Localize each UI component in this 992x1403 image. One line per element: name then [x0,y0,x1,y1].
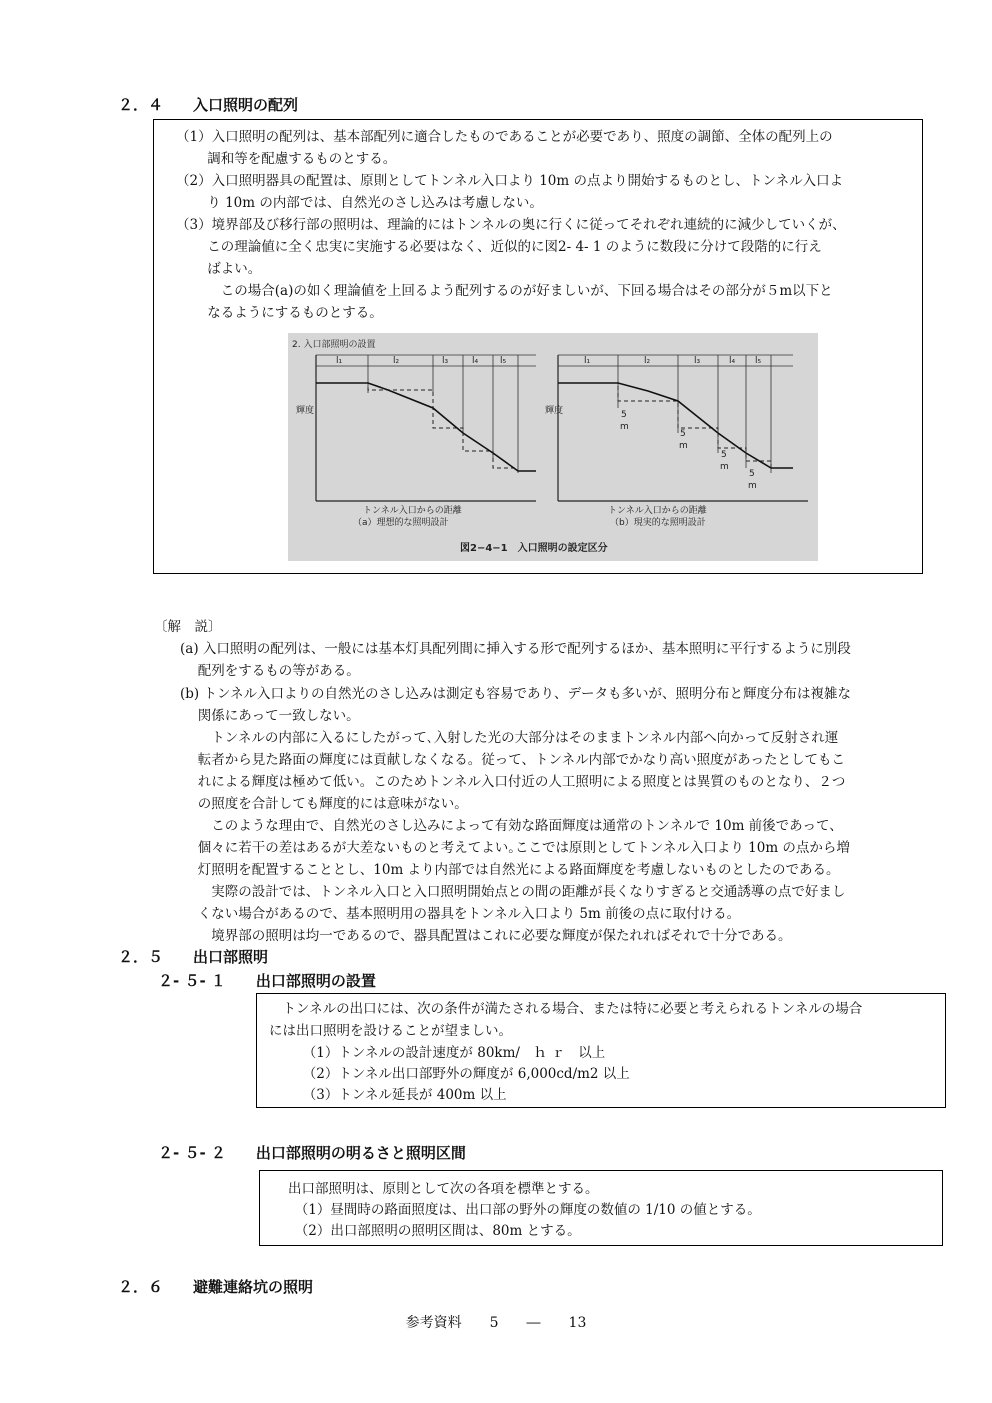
commentary-line: 転者から見た路面の輝度には貢献しなくなる。従って、トンネル内部でかなり高い照度があったとしてもこ [180,752,845,768]
five-m-label: 5 [749,469,755,479]
subcaption-a: （a）理想的な照明設計 [353,518,449,528]
section-heading-2-4: ２．４ 入口照明の配列 [118,96,299,114]
commentary-heading: 〔解 説〕 [154,619,222,635]
y-axis-label: 輝度 [545,406,564,416]
box-line: （2）出口部照明の照明区間は、80m とする。 [288,1223,581,1239]
box-line: この理論値に全く忠実に実施する必要はなく、近似的に図2- 4- 1 のように数段に分けて段階的に行え [176,239,822,255]
subsection-heading-2-5-2: ２- ５- ２ 出口部照明の明るさと照明区間 [158,1144,466,1162]
figure-header-text: 2. 入口部照明の設置 [292,340,376,350]
tick-label: l₂ [644,356,651,366]
graph-b [545,355,808,528]
tick-label: l₃ [442,356,449,366]
x-axis-label: トンネル入口からの距離 [363,506,462,516]
box-line: なるようにするものとする。 [176,305,383,321]
m-label: m [720,462,729,472]
section-heading-2-5: ２．５ 出口部照明 [118,948,269,966]
graph-a [296,355,536,528]
box-line: （2）入口照明器具の配置は、原則としてトンネル入口より 10m の点より開始するものとし、トンネル入口よ [176,173,844,189]
commentary-line: 関係にあって一致しない。 [180,708,360,724]
box-line: （3）境界部及び移行部の照明は、理論的にはトンネルの奥に行くに従ってそれぞれ連続的に減少していくが、 [176,217,846,233]
section-heading-2-6: ２．６ 避難連絡坑の照明 [118,1278,314,1296]
exit-lighting-brightness-box [259,1170,943,1246]
page-footer: 参考資料 5 ― 13 [405,1315,587,1331]
commentary-line: (a) 入口照明の配列は、一般には基本灯具配列間に挿入する形で配列するほか、基本照明に平行するように別段 [180,641,851,657]
subsection-heading-2-5-1: ２- ５- １ 出口部照明の設置 [158,972,376,990]
five-m-label: 5 [621,410,627,420]
commentary-line: このような理由で、自然光のさし込みによって有効な路面輝度は通常のトンネルで 10m 前後であって、 [180,818,843,834]
commentary-line: れによる輝度は極めて低い。このためトンネル入口付近の人工照明による照度とは異質のものとなり、２つ [180,774,846,790]
m-label: m [679,441,688,451]
tick-label: l₂ [393,356,400,366]
box-line: この場合(a)の如く理論値を上回るよう配列するのが好ましいが、下回る場合はその部分が５m以下と [176,283,833,299]
commentary-line: 灯照明を配置することとし、10m より内部では自然光による路面輝度を考慮しないものとしたのである。 [180,862,840,878]
commentary-line: (b) トンネル入口よりの自然光のさし込みは測定も容易であり、データも多いが、照明分布と輝度分布は複雑な [180,686,852,702]
five-m-label: 5 [680,429,686,439]
box-line: 出口部照明は、原則として次の各項を標準とする。 [288,1181,599,1197]
box-line: 調和等を配慮するものとする。 [176,151,397,167]
x-axis-label: トンネル入口からの距離 [608,506,707,516]
commentary-line: トンネルの内部に入るにしたがって､入射した光の大部分はそのままトンネル内部へ向かって反射され運 [180,730,839,746]
tick-label: l₄ [472,356,479,366]
commentary-line: 実際の設計では、トンネル入口と入口照明開始点との間の距離が長くなりすぎると交通誘導の点で好まし [180,884,846,900]
box-line: には出口照明を設けることが望ましい。 [269,1023,512,1039]
figure-2-4-1 [288,333,818,561]
tick-label: l₃ [694,356,701,366]
box-line: （3）トンネル延長が 400m 以上 [269,1087,507,1103]
commentary-line: くない場合があるので、基本照明用の器具をトンネル入口より 5m 前後の点に取付ける。 [180,906,741,922]
box-line: （1）トンネルの設計速度が 80km/ ｈ ｒ 以上 [269,1045,606,1061]
commentary-line: 個々に若干の差はあるが大差ないものと考えてよい｡ここでは原則としてトンネル入口より 10m の点から増 [180,840,850,856]
box-line: （2）トンネル出口部野外の輝度が 6,000cd/m2 以上 [269,1066,630,1082]
commentary-line: 境界部の照明は均一であるので、器具配置はこれに必要な輝度が保たれればそれで十分である。 [180,928,792,944]
tick-label: l₅ [755,356,762,366]
tick-label: l₁ [336,356,343,366]
tick-label: l₄ [729,356,736,366]
box-line: ばよい。 [176,261,262,277]
commentary-line: の照度を合計しても輝度的には意味がない。 [180,796,468,812]
box-line: トンネルの出口には、次の条件が満たされる場合、または特に必要と考えられるトンネルの場合 [269,1001,863,1017]
exit-lighting-setup-box [256,993,946,1108]
tick-label: l₅ [500,356,507,366]
box-line: （1）昼間時の路面照度は、出口部の野外の輝度の数値の 1/10 の値とする。 [288,1202,761,1218]
m-label: m [620,422,629,432]
box-line: （1）入口照明の配列は、基本部配列に適合したものであることが必要であり、照度の調節、全体の配列上の [176,129,833,145]
subcaption-b: （b）現実的な照明設計 [610,518,706,528]
figure-caption: 図2−4−1 入口照明の設定区分 [460,543,608,554]
commentary-line: 配列をするもの等がある。 [180,663,360,679]
tick-label: l₁ [584,356,591,366]
y-axis-label: 輝度 [296,406,315,416]
box-line: り 10m の内部では、自然光のさし込みは考慮しない。 [176,195,543,211]
figure-drawing [288,333,818,561]
five-m-label: 5 [721,450,727,460]
m-label: m [748,481,757,491]
